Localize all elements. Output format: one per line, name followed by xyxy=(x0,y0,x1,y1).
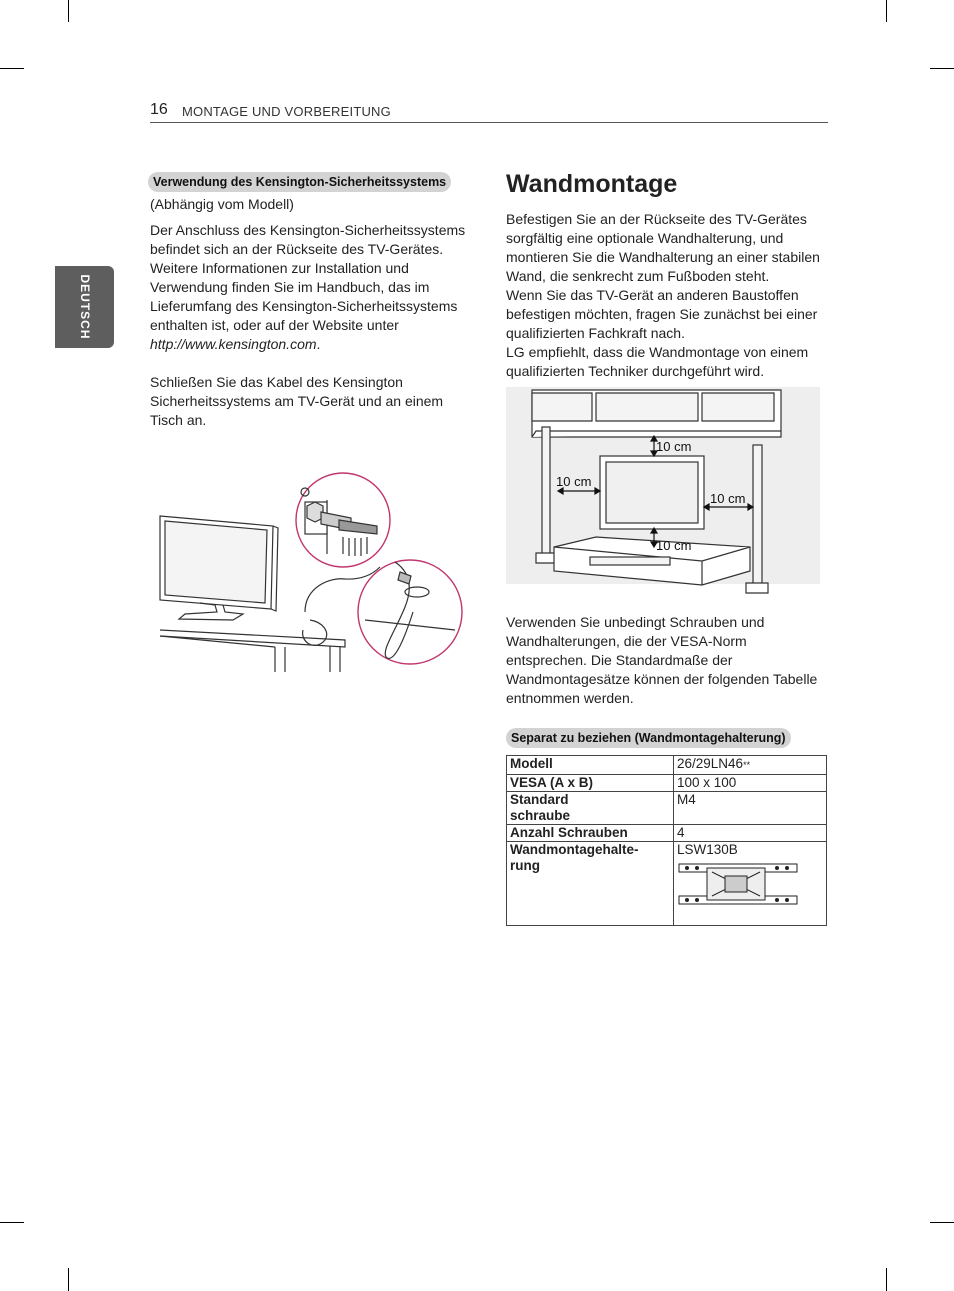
distance-top: 10 cm xyxy=(656,439,692,454)
table-row xyxy=(507,842,827,926)
screw-label: Standard schraube xyxy=(507,792,674,825)
kensington-heading: Verwendung des Kensington-Sicherheitssystems xyxy=(148,172,451,192)
model-label: Modell xyxy=(507,756,674,775)
header-rule xyxy=(150,122,828,123)
table-row xyxy=(507,756,827,775)
bracket-label: Wandmontagehalte- rung xyxy=(507,842,674,926)
wall-mount-diagram xyxy=(506,385,826,600)
kensington-instruction: Schließen Sie das Kabel des Kensington Sicherheitssystems am TV-Gerät und an einem Tisch an. xyxy=(150,374,444,428)
vesa-value: 100 x 100 xyxy=(674,775,827,792)
language-tab: DEUTSCH xyxy=(55,266,114,348)
kensington-note: (Abhängig vom Modell) xyxy=(150,196,294,212)
vesa-label: VESA (A x B) xyxy=(507,775,674,792)
kensington-illustration xyxy=(155,462,465,677)
distance-left: 10 cm xyxy=(556,474,592,489)
kensington-paragraph: Der Anschluss des Kensington-Sicherheitssystems befindet sich an der Rückseite des TV-Gerätes. Weitere Informationen zur Installation und Verwendung finden Sie im Handbuch, das im Lieferumfang des Kensington-Sicherheitssystems enthalten ist, oder auf der Website unter http://www.kensington.com. xyxy=(150,222,466,352)
section-title: MONTAGE UND VORBEREITUNG xyxy=(182,104,391,119)
table-row xyxy=(507,775,827,792)
count-label: Anzahl Schrauben xyxy=(507,825,674,842)
bracket-value: LSW130B xyxy=(674,842,827,926)
count-value: 4 xyxy=(674,825,827,842)
screw-value: M4 xyxy=(674,792,827,825)
model-value: 26/29LN46** xyxy=(674,756,827,775)
distance-right: 10 cm xyxy=(710,491,746,506)
table-row xyxy=(507,792,827,825)
wall-mount-spec-table xyxy=(506,755,827,926)
page-number: 16 xyxy=(150,101,168,118)
wandmontage-intro: Befestigen Sie an der Rückseite des TV-Gerätes sorgfältig eine optionale Wandhalterung, und montieren Sie die Wandhalterung an einer stabilen Wand, die senkrecht zum Fußboden steht. Wenn Sie das TV-Gerät an anderen Baustoffen befestigen möchten, fragen Sie zunächst bei einer qualifizierten Fachkraft nach. LG empfiehlt, dass die Wandmontage von einem qualifizierten Techniker durchgeführt wird. xyxy=(506,211,820,379)
table-row xyxy=(507,825,827,842)
wandmontage-title: Wandmontage xyxy=(506,170,678,198)
kensington-url[interactable]: http://www.kensington.com xyxy=(150,336,317,352)
distance-bottom: 10 cm xyxy=(656,538,692,553)
table-heading: Separat zu beziehen (Wandmontagehalterung) xyxy=(506,728,791,748)
bracket-illustration xyxy=(677,860,799,910)
vesa-paragraph: Verwenden Sie unbedingt Schrauben und Wandhalterungen, die der VESA-Norm entsprechen. Die Standardmaße der Wandmontagesätze können der folgenden Tabelle entnommen werden. xyxy=(506,614,818,706)
